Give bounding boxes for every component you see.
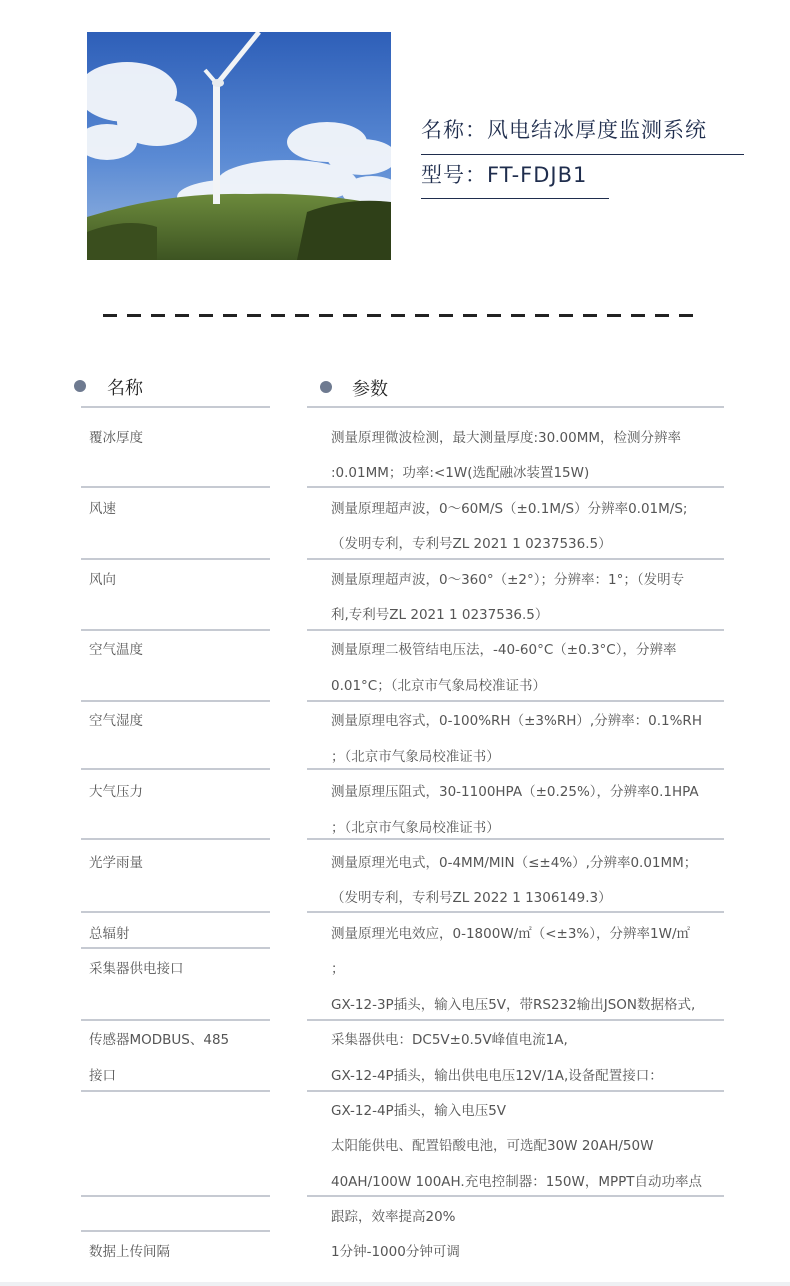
right-divider <box>307 406 724 408</box>
bullet-dot-icon <box>320 381 332 393</box>
param-value-line: 测量原理超声波，0～360°（±2°）；分辨率：1°；（发明专 <box>331 572 685 588</box>
param-name-cell: 采集器供电接口 <box>89 961 184 977</box>
left-divider <box>81 486 270 488</box>
product-model: 型号：FT-FDJB1 <box>421 163 588 187</box>
column-header-param: 参数 <box>352 379 388 400</box>
param-value-line: ； <box>331 961 345 977</box>
product-name: 名称：风电结冰厚度监测系统 <box>421 118 707 142</box>
param-name-cell: 空气湿度 <box>89 713 143 729</box>
param-value-line: 测量原理超声波，0～60M/S（±0.1M/S）分辨率0.01M/S; <box>331 501 688 517</box>
wind-turbine-image <box>87 32 391 260</box>
right-divider <box>307 1090 724 1092</box>
left-divider <box>81 1230 270 1232</box>
param-value-line: （发明专利，专利号ZL 2021 1 0237536.5） <box>331 536 612 552</box>
param-name-cell: 空气温度 <box>89 642 143 658</box>
left-divider <box>81 1019 270 1021</box>
param-value-line: 1分钟-1000分钟可调 <box>331 1244 460 1260</box>
param-value-line: GX-12-4P插头，输出供电电压12V/1A,设备配置接口： <box>331 1068 663 1084</box>
left-divider <box>81 1195 270 1197</box>
param-name-cell: 大气压力 <box>89 784 143 800</box>
left-divider <box>81 911 270 913</box>
param-value-line: 测量原理微波检测，最大测量厚度:30.00MM，检测分辨率 <box>331 430 681 446</box>
param-value-line: GX-12-4P插头，输入电压5V <box>331 1103 507 1119</box>
param-name-cell: 接口 <box>89 1068 116 1084</box>
right-divider <box>307 629 724 631</box>
param-name-cell: 总辐射 <box>89 926 130 942</box>
param-value-line: GX-12-3P插头，输入电压5V，带RS232输出JSON数据格式, <box>331 997 696 1013</box>
footer-bar <box>0 1282 790 1286</box>
bullet-dot-icon <box>74 380 86 392</box>
left-divider <box>81 947 270 949</box>
right-divider <box>307 558 724 560</box>
model-underline <box>421 198 609 199</box>
right-divider <box>307 1195 724 1197</box>
dashed-divider <box>103 314 696 317</box>
left-divider <box>81 700 270 702</box>
param-name-cell: 光学雨量 <box>89 855 143 871</box>
param-value-line: 利,专利号ZL 2021 1 0237536.5） <box>331 607 549 623</box>
left-divider <box>81 1090 270 1092</box>
right-divider <box>307 1019 724 1021</box>
param-name-cell: 数据上传间隔 <box>89 1244 170 1260</box>
param-value-line: 40AH/100W 100AH.充电控制器：150W，MPPT自动功率点 <box>331 1174 703 1190</box>
param-name-cell: 风速 <box>89 501 116 517</box>
right-divider <box>307 486 724 488</box>
param-value-line: 测量原理压阻式，30-1100HPA（±0.25%），分辨率0.1HPA <box>331 784 699 800</box>
param-value-line: 采集器供电：DC5V±0.5V峰值电流1A, <box>331 1032 568 1048</box>
right-divider <box>307 768 724 770</box>
column-header-name: 名称 <box>107 378 143 399</box>
name-underline <box>421 154 744 155</box>
right-divider <box>307 911 724 913</box>
param-value-line: 测量原理光电效应，0-1800W/㎡（<±3%），分辨率1W/㎡ <box>331 926 690 942</box>
param-value-line: 测量原理光电式，0-4MM/MIN（≤±4%）,分辨率0.01MM； <box>331 855 698 871</box>
left-divider <box>81 768 270 770</box>
param-value-line: 0.01°C；（北京市气象局校准证书） <box>331 678 546 694</box>
param-name-cell: 风向 <box>89 572 116 588</box>
right-divider <box>307 700 724 702</box>
param-value-line: 跟踪，效率提高20% <box>331 1209 456 1225</box>
param-value-line: 测量原理二极管结电压法，-40-60°C（±0.3°C），分辨率 <box>331 642 677 658</box>
param-name-cell: 传感器MODBUS、485 <box>89 1032 230 1048</box>
left-divider <box>81 629 270 631</box>
param-value-line: ；（北京市气象局校准证书） <box>331 749 500 765</box>
param-name-cell: 覆冰厚度 <box>89 430 143 446</box>
wind-turbine-photo <box>87 32 391 260</box>
left-divider <box>81 406 270 408</box>
param-value-line: ；（北京市气象局校准证书） <box>331 820 500 836</box>
param-value-line: :0.01MM；功率:<1W(选配融冰装置15W) <box>331 465 590 481</box>
param-value-line: （发明专利，专利号ZL 2022 1 1306149.3） <box>331 890 612 906</box>
param-value-line: 测量原理电容式，0-100%RH（±3%RH）,分辨率：0.1%RH <box>331 713 702 729</box>
right-divider <box>307 838 724 840</box>
left-divider <box>81 558 270 560</box>
left-divider <box>81 838 270 840</box>
param-value-line: 太阳能供电、配置铅酸电池，可选配30W 20AH/50W <box>331 1138 654 1154</box>
